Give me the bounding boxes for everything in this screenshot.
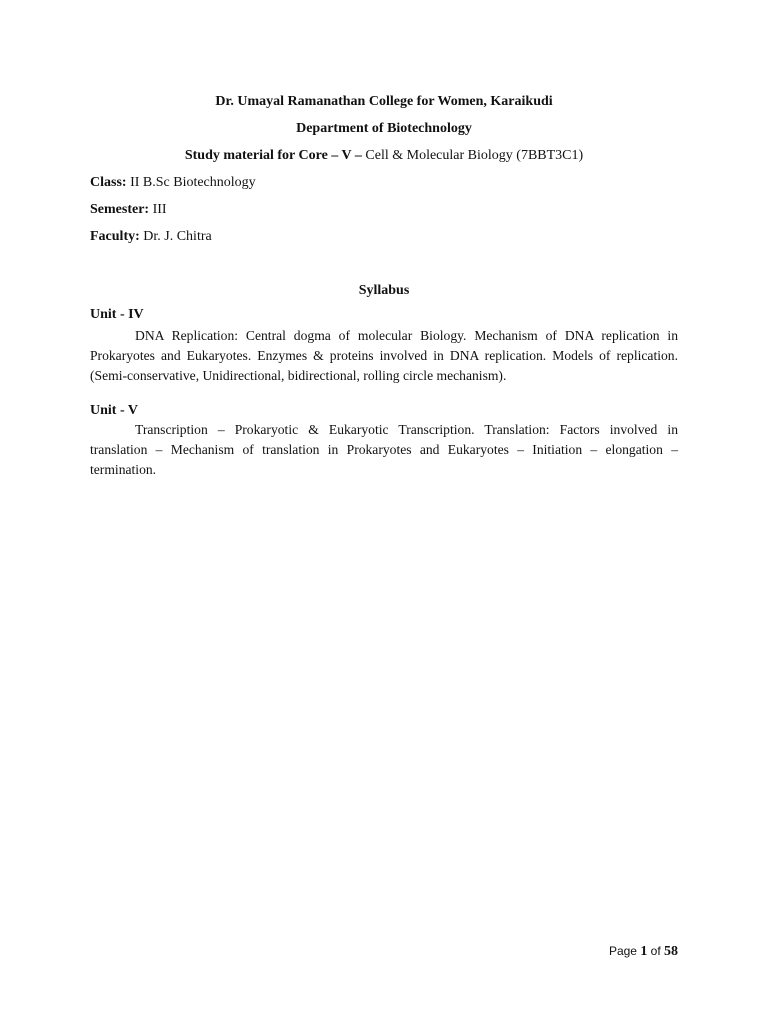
semester-value: III [149,202,167,217]
semester-label: Semester: [90,202,150,217]
syllabus-title: Syllabus [358,283,410,298]
study-material-line [90,147,678,165]
unit-heading: Unit - IV [90,307,144,322]
faculty-value: Dr. J. Chitra [139,229,212,244]
faculty-field [90,228,212,246]
unit-heading: Unit - V [90,403,138,418]
class-label: Class: [90,175,127,190]
unit-description: Transcription – Prokaryotic & Eukaryotic Transcription. Translation: Factors involved in translation – Mechanism of translation in Prokaryotes and Eukaryotes – Initiation – elongation – termination. [90,422,678,477]
total-pages: 58 [664,944,678,959]
study-material-prefix: Study material for Core – V – [184,148,362,163]
class-field [90,174,256,192]
college-title: Dr. Umayal Ramanathan College for Women, Karaikudi [215,94,553,109]
department-title: Department of Biotechnology [296,121,472,136]
faculty-label: Faculty: [90,229,140,244]
semester-field [90,201,167,219]
class-value: II B.Sc Biotechnology [126,175,256,190]
page-number: 1 [640,944,648,959]
course-name: Cell & Molecular Biology (7BBT3C1) [361,148,584,163]
of-word: of [647,944,664,958]
page-word: Page [608,944,641,958]
unit-description: DNA Replication: Central dogma of molecular Biology. Mechanism of DNA replication in Prokaryotes and Eukaryotes. Enzymes & proteins involved in DNA replication. Models of replication. (Semi-conservative, Unidirectional, bidirectional, rolling circle mechanism). [90,328,678,383]
page-footer [530,942,678,961]
